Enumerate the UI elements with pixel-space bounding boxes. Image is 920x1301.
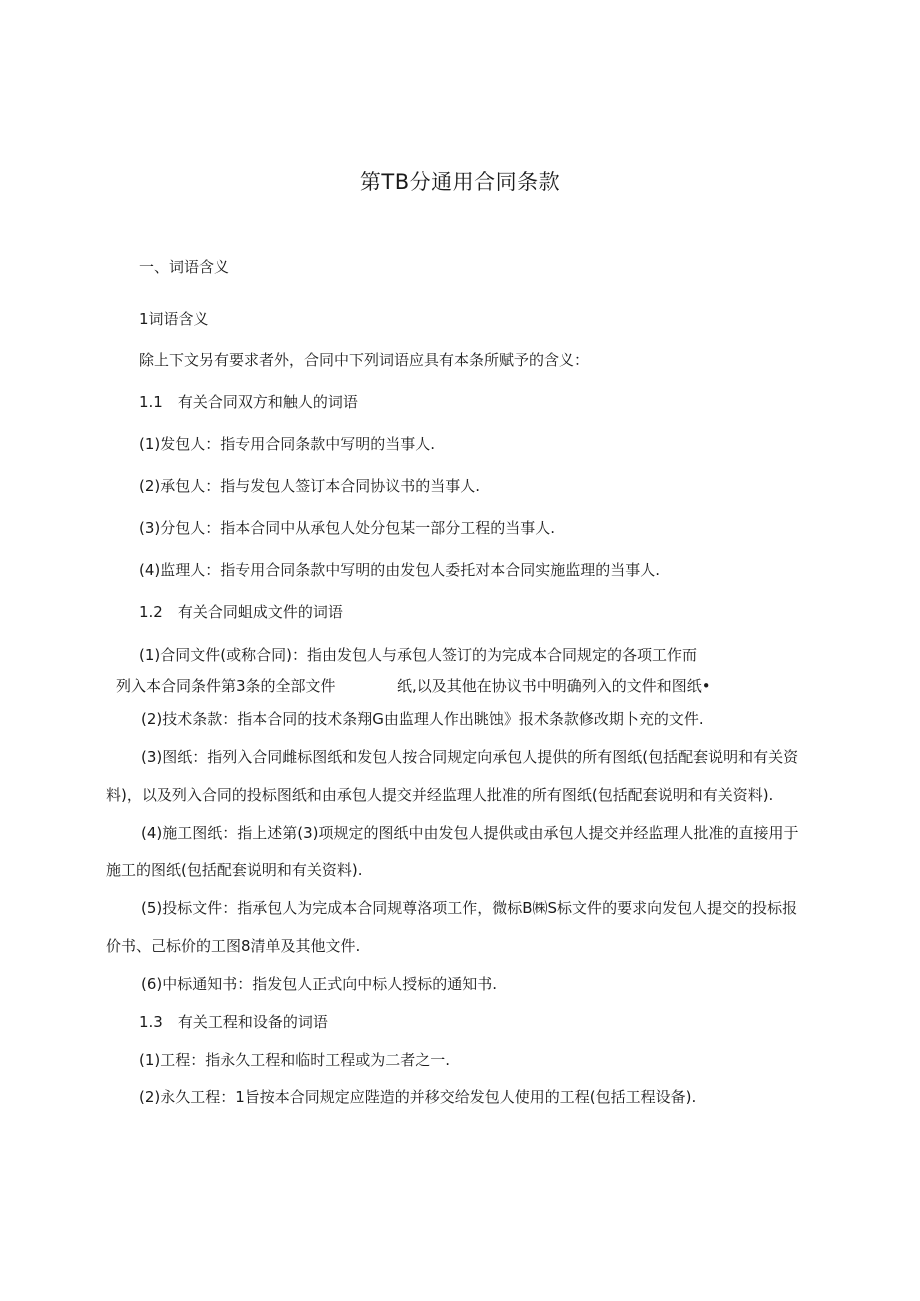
clause-heading-1-3: 1.3 有关工程和设备的词语 — [139, 1013, 328, 1031]
clause-1-3-item: (2)永久工程：1旨按本合同规定应陛造的并移交给发包人使用的工程(包括工程设备). — [139, 1088, 697, 1106]
clause-1-2-item-continuation: 纸,以及其他在协议书中明确列入的文件和图纸• — [397, 677, 711, 695]
clause-1-2-item-continuation: 料)，以及列入合同的投标图纸和由承包人提交并经监理人批准的所有图纸(包括配套说明和有关资料). — [106, 786, 774, 804]
clause-1-2-item-continuation: 价书、己标价的工图8清单及其他文件. — [106, 937, 361, 955]
clause-1-2-item-continuation: 列入本合同条件第3条的全部文件 — [116, 677, 336, 695]
clause-1-3-item: (1)工程：指永久工程和临时工程或为二者之一. — [139, 1051, 451, 1069]
clause-1-2-item: (4)施工图纸：指上述第(3)项规定的图纸中由发包人提供或由承包人提交并经监理人批准的直接用于 — [141, 824, 799, 842]
clause-1-2-item: (5)投标文件：指承包人为完成本合同规尊洛项工作，微标B㈱S标文件的要求向发包人提交的投标报 — [141, 899, 798, 917]
document-title: 第TB分通用合同条款 — [359, 170, 561, 194]
clause-1-2-item: (6)中标通知书：指发包人正式向中标人授标的通知书. — [141, 975, 498, 993]
intro-paragraph: 除上下文另有要求者外，合同中下列词语应具有本条所赋予的含义： — [139, 351, 590, 369]
subheading: 1词语含义 — [139, 310, 209, 328]
clause-heading-1-1: 1.1 有关合同双方和触人的词语 — [139, 393, 358, 411]
clause-1-1-item: (3)分包人：指本合同中从承包人处分包某一部分工程的当事人. — [139, 519, 556, 537]
clause-1-2-item-continuation: 施工的图纸(包括配套说明和有关资料). — [106, 861, 363, 879]
clause-1-1-item: (2)承包人：指与发包人签订本合同协议书的当事人. — [139, 477, 481, 495]
clause-1-2-item: (1)合同文件(或称合同)：指由发包人与承包人签订的为完成本合同规定的各项工作而 — [139, 646, 697, 664]
clause-heading-1-2: 1.2 有关合同蛆成文件的词语 — [139, 603, 343, 621]
section-heading: 一、词语含义 — [139, 258, 230, 276]
clause-1-2-item: (3)图纸：指列入合同雌标图纸和发包人按合同规定向承包人提供的所有图纸(包括配套说明和有关资 — [141, 748, 799, 766]
clause-1-1-item: (4)监理人：指专用合同条款中写明的由发包人委托对本合同实施监理的当事人. — [139, 561, 661, 579]
clause-1-1-item: (1)发包人：指专用合同条款中写明的当事人. — [139, 435, 436, 453]
clause-1-2-item: (2)技术条款：指本合同的技术条翔G由监理人作出眺蚀》报术条款修改期卜充的文件. — [141, 710, 704, 728]
